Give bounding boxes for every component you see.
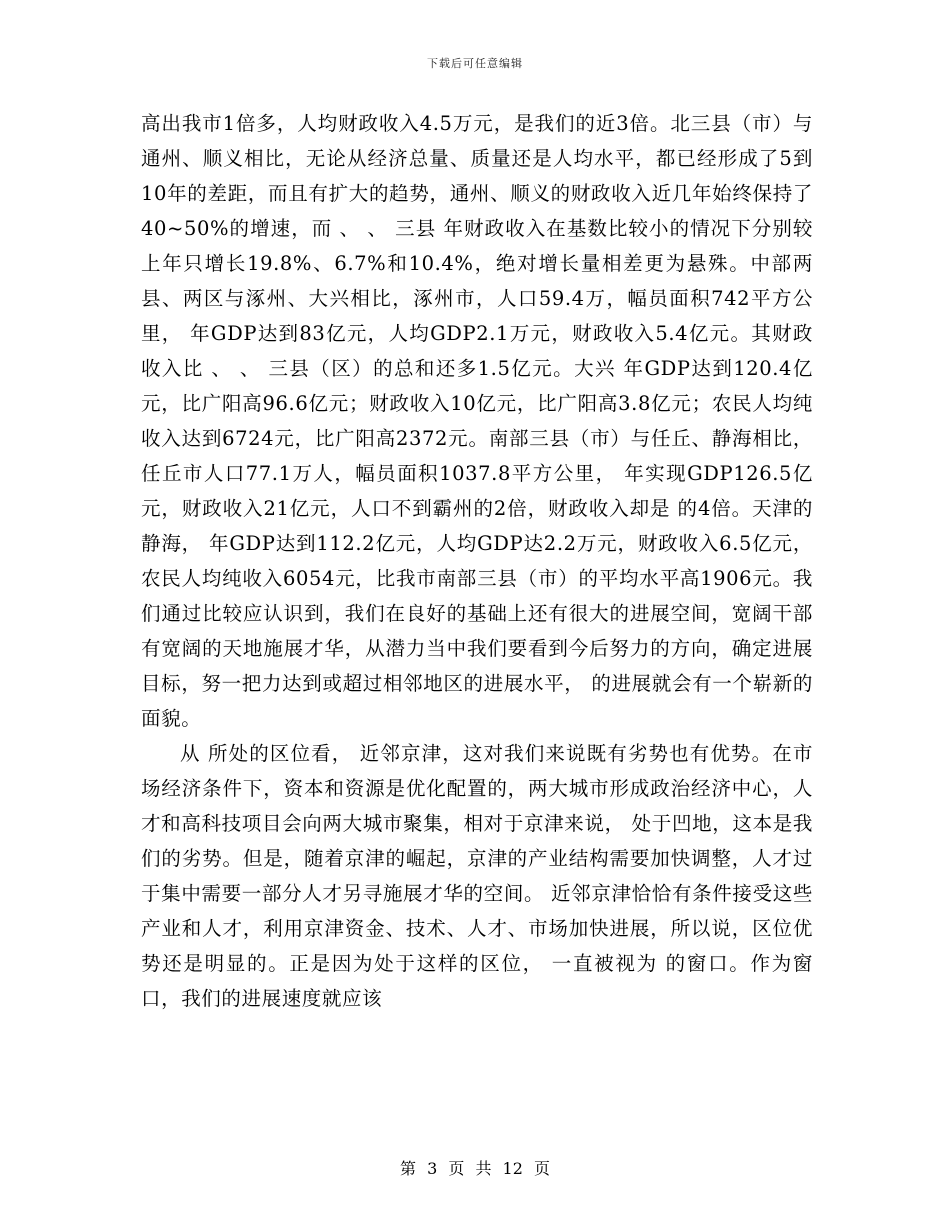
document-body — [141, 106, 813, 1016]
page-header: 下载后可任意编辑 — [427, 57, 523, 70]
paragraph-2: 从 所处的区位看， 近邻京津，这对我们来说既有劣势也有优势。在市场经济条件下，资本和资源是优化配置的，两大城市形成政治经济中心，人才和高科技项目会向两大城市聚集，相对于京津来说， 处于凹地，这本是我们的劣势。但是，随着京津的崛起，京津的产业结构需要加快调整，人才过于集中需要一部分人才另寻施展才华的空间。 近邻京津恰恰有条件接受这些产业和人才，利用京津资金、技术、人才、市场加快进展，所以说，区位优势还是明显的。正是因为处于这样的区位， 一直被视为 的窗口。作为窗口，我们的进展速度就应该 — [141, 742, 813, 1010]
paragraph-1: 高出我市1倍多，人均财政收入4.5万元，是我们的近3倍。北三县（市）与通州、顺义相比，无论从经济总量、质量还是人均水平，都已经形成了5到10年的差距，而且有扩大的趋势，通州、顺义的财政收入近几年始终保持了40~50%的增速，而 、 、 三县 年财政收入在基数比较小的情况下分别较上年只增长19.8%、6.7%和10.4%，绝对增长量相差更为悬殊。中部两县、两区与涿州、大兴相比，涿州市，人口59.4万，幅员面积742平方公里， 年GDP达到83亿元，人均GDP2.1万元，财政收入5.4亿元。其财政收入比 、 、 三县（区）的总和还多1.5亿元。大兴 年GDP达到120.4亿元，比广阳高96.6亿元；财政收入10亿元，比广阳高3.8亿元；农民人均纯收入达到6724元，比广阳高2372元。南部三县（市）与任丘、静海相比，任丘市人口77.1万人，幅员面积1037.8平方公里， 年实现GDP126.5亿元，财政收入21亿元，人口不到霸州的2倍，财政收入却是 的4倍。天津的静海， 年GDP达到112.2亿元，人均GDP达2.2万元，财政收入6.5亿元，农民人均纯收入6054元，比我市南部三县（市）的平均水平高1906元。我们通过比较应认识到，我们在良好的基础上还有很大的进展空间，宽阔干部有宽阔的天地施展才华，从潜力当中我们要看到今后努力的方向，确定进展目标，努一把力达到或超过相邻地区的进展水平， 的进展就会有一个崭新的面貌。 — [141, 112, 813, 730]
page-number: 第 3 页 共 12 页 — [400, 1159, 550, 1178]
